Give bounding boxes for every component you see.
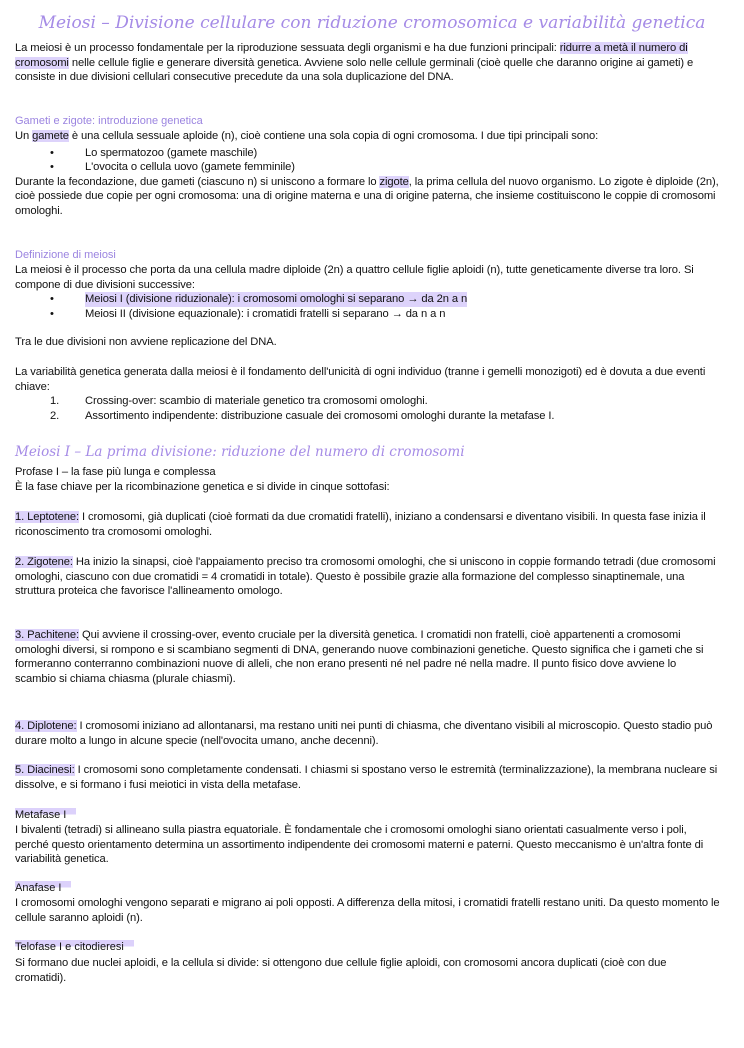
list-item: • Meiosi II (divisione equazionale): i cromatidi fratelli si separano → da n a n bbox=[50, 307, 446, 320]
gamete-paragraph bbox=[15, 129, 720, 144]
subphase-label: 3. Pachitene: bbox=[15, 629, 80, 641]
anafase-title: Anafase I bbox=[15, 881, 71, 895]
telofase-title: Telofase I e citodieresi bbox=[15, 940, 134, 954]
paragraph: La meiosi è il processo che porta da una cellula madre diploide (2n) a quattro cellule figlie aploidi (n), tutte geneticamente diverse tra loro. Si compone di due divisioni successive: bbox=[15, 264, 694, 291]
subphase-diacinesi bbox=[15, 763, 720, 792]
section-heading-gameti: Gameti e zigote: introduzione genetica bbox=[15, 115, 203, 127]
text: Ha inizio la sinapsi, cioè l'appaiamento preciso tra cromosomi omologhi, che si uniscono in coppie formando tetradi (due cromosomi omologhi, ciascuno con due cromatidi = 4 cromatidi in totale). Questo è possibile grazie alla formazione del complesso sinaptinemale, una struttura proteica che favorisce l'allineamento omologo. bbox=[15, 556, 716, 598]
paragraph: Tra le due divisioni non avviene replicazione del DNA. bbox=[15, 336, 277, 349]
subphase-label: 4. Diplotene: bbox=[15, 720, 77, 732]
text: Assortimento indipendente: distribuzione casuale dei cromosomi omologhi durante la metafase I. bbox=[85, 409, 555, 422]
zigote-paragraph bbox=[15, 175, 720, 219]
text: Crossing-over: scambio di materiale genetico tra cromosomi omologhi. bbox=[85, 395, 428, 408]
text: I cromosomi sono completamente condensati. I chiasmi si spostano verso le estremità (terminalizzazione), la membrana nucleare si dissolve, e si formano i fusi meiotici in vista della metafase. bbox=[15, 764, 718, 791]
paragraph: La variabilità genetica generata dalla meiosi è il fondamento dell'unicità di ogni individuo (tranne i gemelli monozigoti) ed è dovuta a due eventi chiave: bbox=[15, 365, 706, 393]
list-item: • L'ovocita o cellula uovo (gamete femminile) bbox=[50, 161, 295, 174]
intro-paragraph bbox=[15, 41, 720, 85]
text: Meiosi I (divisione riduzionale): i cromosomi omologhi si separano → da 2n a n bbox=[85, 293, 468, 306]
text: I cromosomi, già duplicati (cioè formati da due cromatidi fratelli), iniziano a condensarsi e diventano visibili. In questa fase inizia il riconoscimento tra cromosomi omologhi. bbox=[15, 511, 706, 538]
paragraph: È la fase chiave per la ricombinazione genetica e si divide in cinque sottofasi: bbox=[15, 480, 390, 493]
text: La meiosi è un processo fondamentale per la riproduzione sessuata degli organismi e ha due funzioni principali: bbox=[15, 42, 560, 54]
metafase-title: Metafase I bbox=[15, 808, 76, 822]
metafase-paragraph: I bivalenti (tetradi) si allineano sulla piastra equatoriale. È fondamentale che i cromosomi omologhi siano orientati casualmente verso i poli, perché questo orientamento determina un assortimento indipendente dei cromosomi materni e paterni. Questo meccanismo è un'altra fonte di variabilità genetica. bbox=[15, 824, 704, 866]
subphase-label: 2. Zigotene: bbox=[15, 556, 73, 568]
text: , la prima cellula del nuovo organismo. Lo zigote è diploide (2n), cioè possiede due copie per ogni cromosoma: una di origine materna e una di origine paterna, che insieme costituiscono le coppie di cromosomi omologhi. bbox=[15, 175, 719, 217]
gameti-section bbox=[15, 129, 720, 219]
text: L'ovocita o cellula uovo (gamete femminile) bbox=[85, 161, 295, 174]
list-item bbox=[15, 394, 720, 409]
number: 2. bbox=[50, 409, 60, 422]
subphase-leptotene bbox=[15, 510, 720, 539]
number: 1. bbox=[50, 395, 60, 408]
anafase-paragraph: I cromosomi omologhi vengono separati e migrano ai poli opposti. A differenza della mitosi, i cromatidi fratelli restano uniti. Da questo momento le cellule saranno aploidi (n). bbox=[15, 897, 720, 924]
highlight: zigote bbox=[379, 175, 409, 188]
profase-title: Profase I – la fase più lunga e complessa bbox=[15, 466, 216, 478]
subphase-diplotene bbox=[15, 719, 720, 748]
text: Lo spermatozoo (gamete maschile) bbox=[85, 146, 258, 159]
subphase-label: 5. Diacinesi: bbox=[15, 764, 75, 776]
list-item: • Meiosi I (divisione riduzionale): i cromosomi omologhi si separano → da 2n a n bbox=[50, 293, 468, 306]
definizione-section bbox=[15, 263, 720, 423]
subphase-label: 1. Leptotene: bbox=[15, 511, 80, 523]
text: Durante la fecondazione, due gameti (ciascuno n) si uniscono a formare lo bbox=[15, 175, 380, 188]
text: è una cellula sessuale aploide (n), cioè contiene una sola copia di ogni cromosoma. I due tipi principali sono: bbox=[68, 130, 599, 142]
section-heading-meiosi1: Meiosi I – La prima divisione: riduzione del numero di cromosomi bbox=[15, 444, 465, 460]
subphase-pachitene bbox=[15, 628, 720, 686]
section-heading-definizione: Definizione di meiosi bbox=[15, 249, 116, 261]
list-item bbox=[15, 409, 720, 424]
profase-section bbox=[15, 465, 720, 494]
list-item: • Lo spermatozoo (gamete maschile) bbox=[50, 146, 258, 159]
highlight: gamete bbox=[32, 130, 69, 142]
subphase-zigotene bbox=[15, 555, 720, 599]
text: Meiosi II (divisione equazionale): i cromatidi fratelli si separano → da n a n bbox=[85, 307, 446, 320]
page-title: Meiosi – Divisione cellulare con riduzione cromosomica e variabilità genetica bbox=[38, 13, 706, 33]
text: Qui avviene il crossing-over, evento cruciale per la diversità genetica. I cromatidi non fratelli, cioè appartenenti a cromosomi omologhi diversi, si rompono e si scambiano segmenti di DNA, generando nuove combinazioni genetiche. Questo significa che i gameti che si formeranno conterranno combinazioni nuove di alleli, che non erano presenti né nel padre né nella madre. Il punto fisico dove avviene lo scambio si chiama chiasma (plurale chiasmi). bbox=[15, 629, 704, 685]
telofase-paragraph: Si formano due nuclei aploidi, e la cellula si divide: si ottengono due cellule figlie aploidi, con cromosomi ancora duplicati (cioè con due cromatidi). bbox=[15, 957, 667, 984]
text: I cromosomi iniziano ad allontanarsi, ma restano uniti nei punti di chiasma, che diventano visibili al microscopio. Questo stadio può durare molto a lungo in alcune specie (nell'ovocita umano, anche decenni). bbox=[15, 720, 713, 747]
highlight: ridurre a metà il numero di cromosomi bbox=[15, 42, 688, 69]
text: nelle cellule figlie e generare diversità genetica. Avviene solo nelle cellule germinali (cioè quelle che daranno origine ai gameti) e consiste in due divisioni cellulari consecutive precedute da una sola duplicazione del DNA. bbox=[15, 56, 694, 84]
text: Un bbox=[15, 130, 33, 142]
